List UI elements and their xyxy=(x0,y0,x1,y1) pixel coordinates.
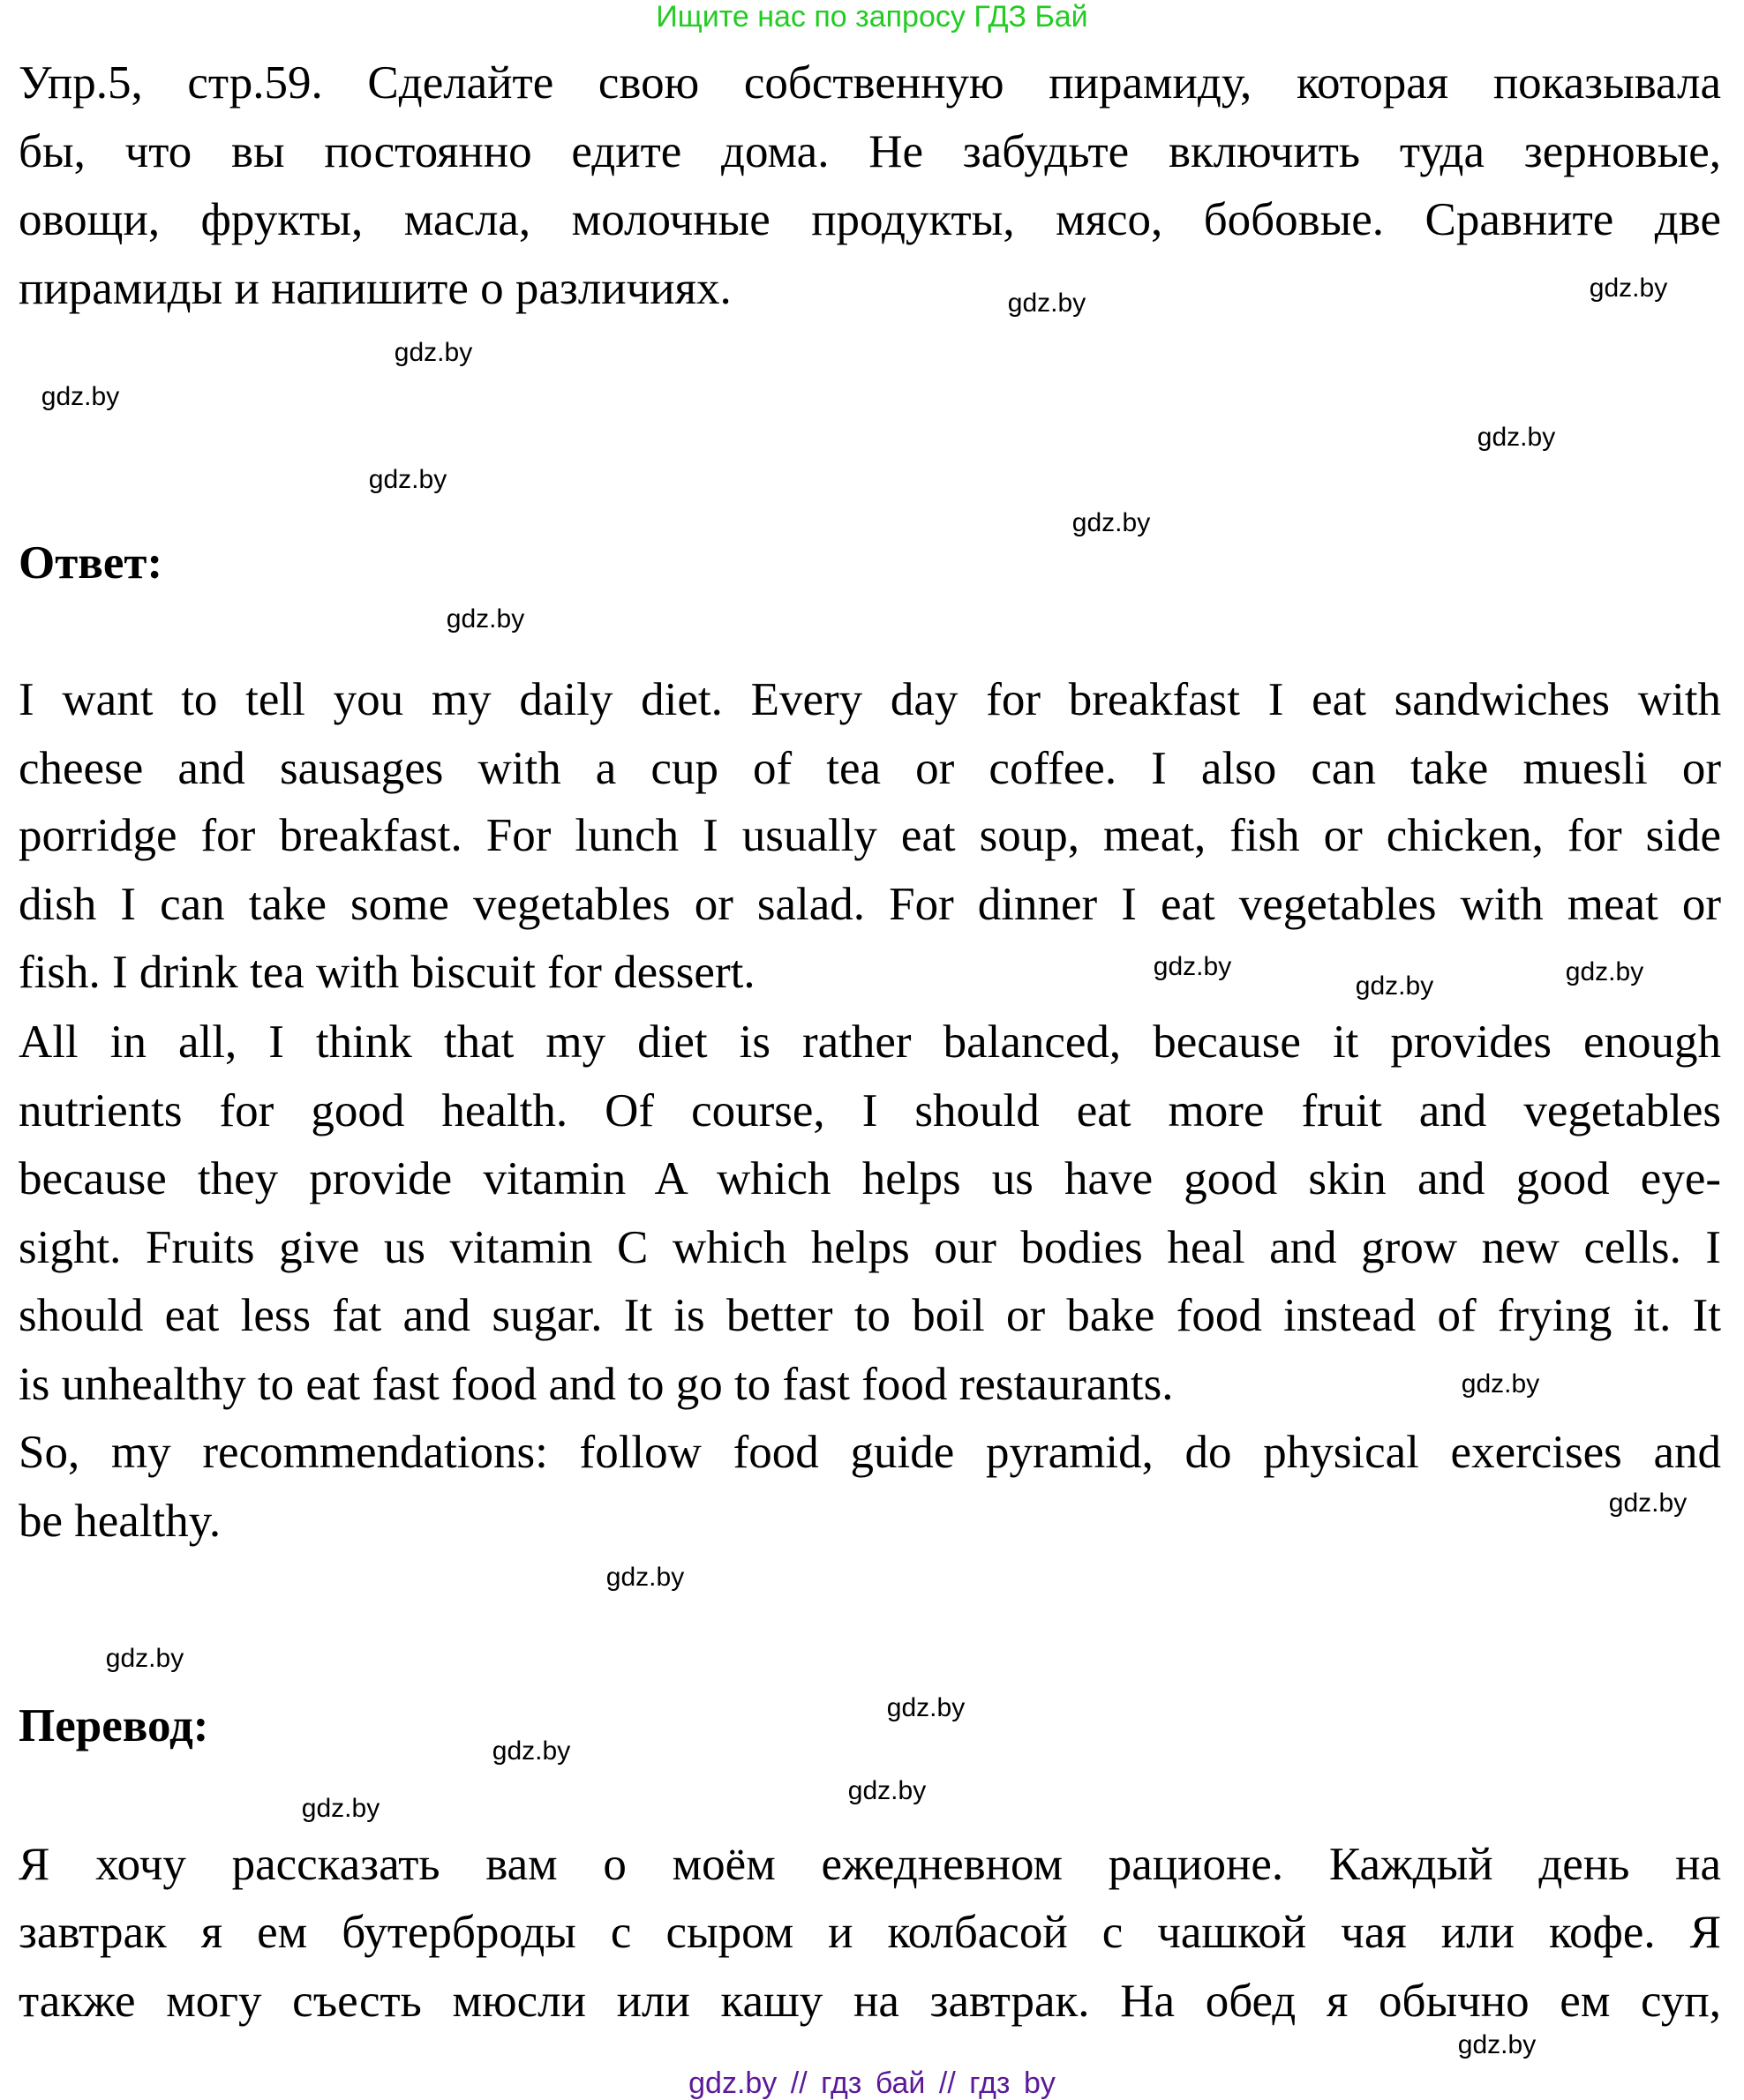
translation-line: Я хочу рассказать вам о моём ежедневном рационе. Каждый день на xyxy=(19,1839,1721,1890)
footer-links[interactable]: gdz.by // гдз бай // гдз by xyxy=(688,2066,1056,2100)
watermark: gdz.by xyxy=(886,1693,966,1722)
translation-line: также могу съесть мюсли или кашу на завтрак. На обед я обычно ем суп, xyxy=(19,1976,1721,2027)
task-line: овощи, фрукты, масла, молочные продукты, мясо, бобовые. Сравните две xyxy=(19,194,1721,245)
answer-line: fish. I drink tea with biscuit for dessert. xyxy=(19,947,755,998)
watermark: gdz.by xyxy=(1355,971,1434,1001)
watermark: gdz.by xyxy=(301,1794,380,1823)
answer-line: All in all, I think that my diet is rather balanced, because it provides enough xyxy=(19,1016,1721,1068)
watermark: gdz.by xyxy=(847,1776,927,1805)
answer-line: dish I can take some vegetables or salad. For dinner I eat vegetables with meat or xyxy=(19,879,1721,930)
answer-line: be healthy. xyxy=(19,1496,222,1547)
watermark: gdz.by xyxy=(1589,274,1668,303)
task-line: бы, что вы постоянно едите дома. Не забудьте включить туда зерновые, xyxy=(19,126,1721,177)
answer-line: nutrients for good health. Of course, I should eat more fruit and vegetables xyxy=(19,1085,1721,1136)
watermark: gdz.by xyxy=(1007,289,1086,318)
answer-line: because they provide vitamin A which helps us have good skin and good eye- xyxy=(19,1153,1721,1204)
watermark: gdz.by xyxy=(605,1563,685,1592)
answer-line: porridge for breakfast. For lunch I usually eat soup, meat, fish or chicken, for side xyxy=(19,810,1721,861)
watermark: gdz.by xyxy=(368,465,447,494)
watermark: gdz.by xyxy=(492,1736,571,1766)
watermark: gdz.by xyxy=(1608,1489,1688,1518)
watermark: gdz.by xyxy=(394,338,473,367)
answer-line: should eat less fat and sugar. It is better to boil or bake food instead of frying it. It xyxy=(19,1290,1721,1341)
watermark: gdz.by xyxy=(105,1644,184,1673)
translation-line: завтрак я ем бутерброды с сыром и колбасой с чашкой чая или кофе. Я xyxy=(19,1907,1721,1958)
answer-line: So, my recommendations: follow food guide pyramid, do physical exercises and xyxy=(19,1427,1721,1478)
answer-line: cheese and sausages with a cup of tea or coffee. I also can take muesli or xyxy=(19,743,1721,794)
search-hint-banner[interactable]: Ищите нас по запросу ГДЗ Бай xyxy=(656,0,1088,34)
watermark: gdz.by xyxy=(1457,2030,1537,2059)
watermark: gdz.by xyxy=(446,604,525,634)
answer-line: sight. Fruits give us vitamin C which helps our bodies heal and grow new cells. I xyxy=(19,1222,1721,1273)
task-line: пирамиды и напишите о различиях. xyxy=(19,263,732,314)
answer-line: is unhealthy to eat fast food and to go to fast food restaurants. xyxy=(19,1359,1174,1410)
watermark: gdz.by xyxy=(1153,952,1232,981)
watermark: gdz.by xyxy=(1477,423,1556,452)
answer-heading: Ответ: xyxy=(19,537,163,589)
watermark: gdz.by xyxy=(1071,508,1151,537)
answer-line: I want to tell you my daily diet. Every day for breakfast I eat sandwiches with xyxy=(19,674,1721,725)
translation-heading: Перевод: xyxy=(19,1700,209,1751)
watermark: gdz.by xyxy=(41,382,120,411)
watermark: gdz.by xyxy=(1565,957,1644,986)
task-line: Упр.5, стр.59. Сделайте свою собственную пирамиду, которая показывала xyxy=(19,57,1721,109)
watermark: gdz.by xyxy=(1461,1369,1540,1399)
